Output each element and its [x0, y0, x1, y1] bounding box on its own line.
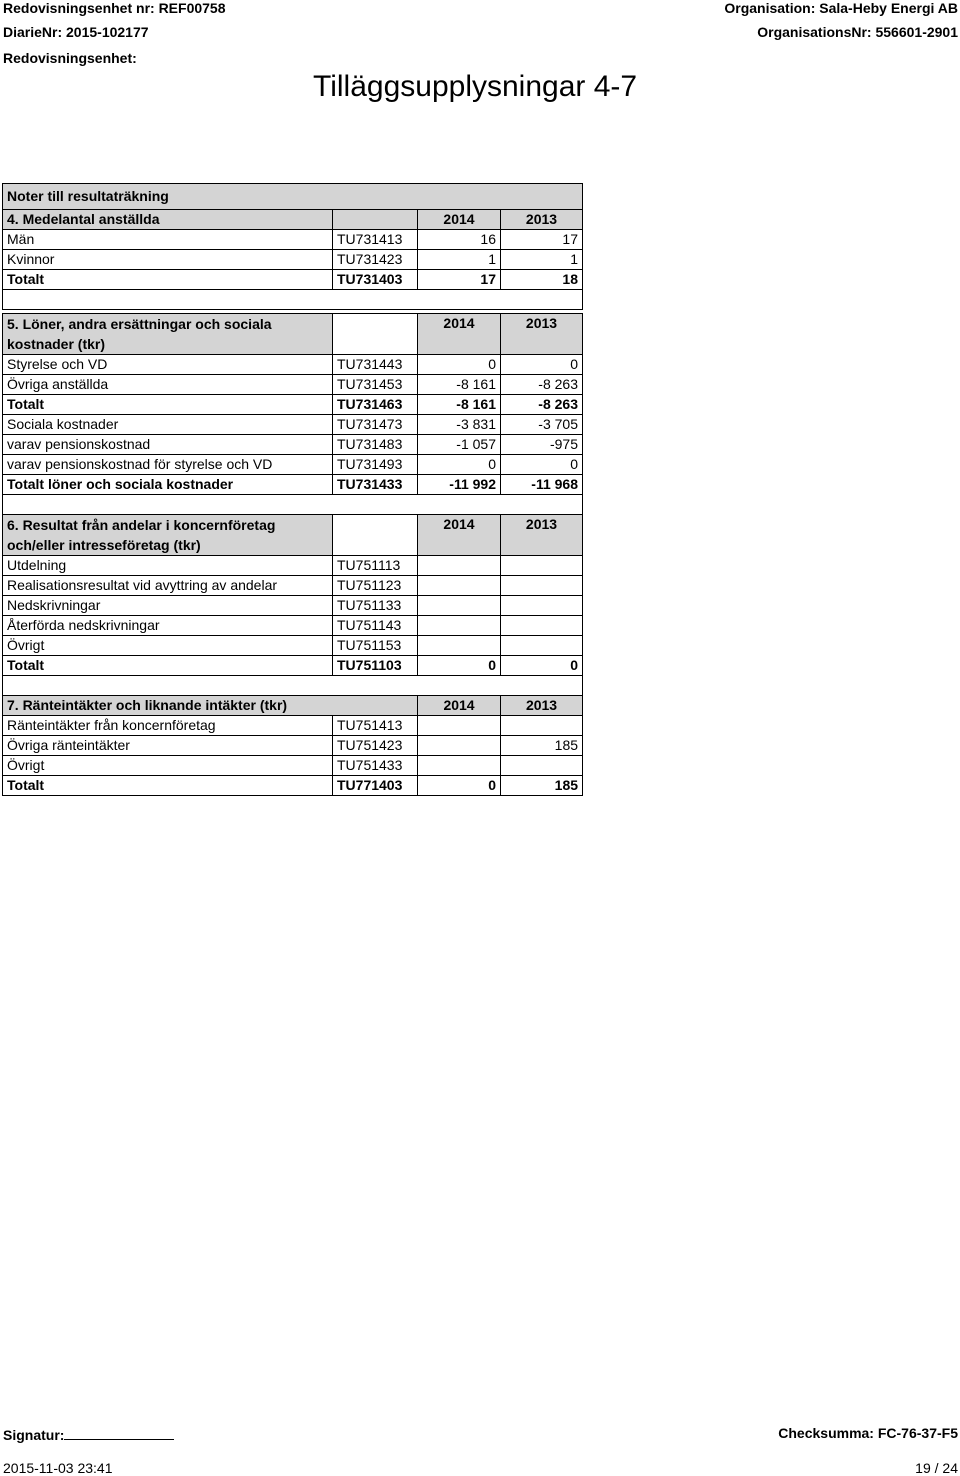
row-value-2013: 185 [501, 776, 583, 796]
row-code: TU731433 [333, 475, 418, 495]
checksum: Checksumma: FC-76-37-F5 [778, 1425, 958, 1441]
row-label: Nedskrivningar [3, 596, 333, 616]
row-value-2014 [418, 756, 501, 776]
row-value-2013 [501, 616, 583, 636]
row-code: TU731483 [333, 435, 418, 455]
table-section-4 [2, 183, 583, 310]
year-2014-header: 2014 [418, 515, 501, 556]
row-label: Män [3, 230, 333, 250]
diarie-number: DiarieNr: 2015-102177 [3, 24, 149, 40]
organisation-number: OrganisationsNr: 556601-2901 [757, 24, 958, 40]
table-row [3, 250, 583, 270]
row-value-2013: -975 [501, 435, 583, 455]
row-value-2013: 0 [501, 656, 583, 676]
row-code: TU751113 [333, 556, 418, 576]
row-value-2013: -8 263 [501, 375, 583, 395]
table-row [3, 576, 583, 596]
row-value-2014 [418, 596, 501, 616]
row-value-2014: 16 [418, 230, 501, 250]
table-row [3, 716, 583, 736]
year-2013-header: 2013 [501, 314, 583, 355]
row-code: TU731463 [333, 395, 418, 415]
row-value-2014: 0 [418, 455, 501, 475]
row-code: TU751133 [333, 596, 418, 616]
row-value-2014: -11 992 [418, 475, 501, 495]
row-label: Sociala kostnader [3, 415, 333, 435]
row-label: Totalt [3, 656, 333, 676]
row-value-2013: -8 263 [501, 395, 583, 415]
row-value-2014: -3 831 [418, 415, 501, 435]
table-row [3, 375, 583, 395]
table-section-5 [2, 313, 583, 515]
section-5-heading-line-1: 5. Löner, andra ersättningar och sociala [7, 316, 272, 332]
table-row [3, 455, 583, 475]
row-label: Återförda nedskrivningar [3, 616, 333, 636]
row-value-2013 [501, 756, 583, 776]
row-label: Kvinnor [3, 250, 333, 270]
row-value-2013 [501, 576, 583, 596]
row-value-2013 [501, 556, 583, 576]
section-6-heading-line-1: 6. Resultat från andelar i koncernföretag [7, 517, 276, 533]
row-code: TU751103 [333, 656, 418, 676]
signature-field [3, 1425, 174, 1443]
row-code: TU731493 [333, 455, 418, 475]
year-2014-header: 2014 [418, 210, 501, 230]
signature-line [64, 1425, 174, 1440]
row-label: Totalt [3, 776, 333, 796]
row-value-2014: 0 [418, 656, 501, 676]
row-value-2014: -1 057 [418, 435, 501, 455]
table-row-total [3, 656, 583, 676]
table-row [3, 435, 583, 455]
row-code: TU751123 [333, 576, 418, 596]
row-code: TU751433 [333, 756, 418, 776]
section-7-heading: 7. Ränteintäkter och liknande intäkter (tkr) [3, 696, 418, 716]
section-4-heading: 4. Medelantal anställda [3, 210, 333, 230]
unit-number: Redovisningsenhet nr: REF00758 [3, 0, 226, 16]
section-6-heading [3, 515, 333, 556]
row-label: Övrigt [3, 756, 333, 776]
row-value-2014: 0 [418, 355, 501, 375]
table-row [3, 616, 583, 636]
section-6-heading-line-2: och/eller intresseföretag (tkr) [7, 537, 201, 553]
row-value-2014: 1 [418, 250, 501, 270]
row-code: TU731453 [333, 375, 418, 395]
year-2014-header: 2014 [418, 314, 501, 355]
row-label: Utdelning [3, 556, 333, 576]
row-value-2013: -11 968 [501, 475, 583, 495]
row-value-2013: 0 [501, 455, 583, 475]
year-2013-header: 2013 [501, 696, 583, 716]
row-label: Styrelse och VD [3, 355, 333, 375]
table-section-7 [2, 695, 583, 796]
row-label: Realisationsresultat vid avyttring av andelar [3, 576, 333, 596]
table-row [3, 596, 583, 616]
row-value-2013: 185 [501, 736, 583, 756]
row-label: Övriga anställda [3, 375, 333, 395]
row-value-2013: 17 [501, 230, 583, 250]
row-value-2013 [501, 636, 583, 656]
year-2013-header: 2013 [501, 515, 583, 556]
row-value-2014: 17 [418, 270, 501, 290]
row-value-2013: 1 [501, 250, 583, 270]
row-value-2014 [418, 576, 501, 596]
table-section-6 [2, 514, 583, 696]
table-row [3, 355, 583, 375]
row-label: Övriga ränteintäkter [3, 736, 333, 756]
row-value-2013 [501, 716, 583, 736]
year-2014-header: 2014 [418, 696, 501, 716]
section-intro: Noter till resultaträkning [3, 184, 583, 210]
timestamp: 2015-11-03 23:41 [3, 1460, 113, 1476]
section-5-heading-line-2: kostnader (tkr) [7, 336, 106, 352]
row-label: Totalt löner och sociala kostnader [3, 475, 333, 495]
row-value-2013 [501, 596, 583, 616]
unit-label: Redovisningsenhet: [3, 50, 137, 66]
row-code: TU771403 [333, 776, 418, 796]
section-5-heading [3, 314, 333, 355]
table-row [3, 756, 583, 776]
table-row-total [3, 270, 583, 290]
table-row [3, 736, 583, 756]
row-label: varav pensionskostnad för styrelse och VD [3, 455, 333, 475]
signature-label: Signatur: [3, 1427, 65, 1443]
row-code: TU751423 [333, 736, 418, 756]
row-value-2014 [418, 736, 501, 756]
row-code: TU731443 [333, 355, 418, 375]
table-row [3, 636, 583, 656]
row-value-2014 [418, 636, 501, 656]
row-code: TU731423 [333, 250, 418, 270]
row-value-2014: -8 161 [418, 395, 501, 415]
row-value-2014 [418, 616, 501, 636]
row-value-2014: 0 [418, 776, 501, 796]
table-row [3, 556, 583, 576]
row-label: Övrigt [3, 636, 333, 656]
row-label: Totalt [3, 270, 333, 290]
table-row [3, 230, 583, 250]
row-code: TU751143 [333, 616, 418, 636]
row-code: TU751413 [333, 716, 418, 736]
row-label: varav pensionskostnad [3, 435, 333, 455]
row-value-2013: 0 [501, 355, 583, 375]
row-value-2013: -3 705 [501, 415, 583, 435]
row-label: Ränteintäkter från koncernföretag [3, 716, 333, 736]
row-value-2014: -8 161 [418, 375, 501, 395]
page-title: Tilläggsupplysningar 4-7 [313, 70, 638, 103]
row-value-2013: 18 [501, 270, 583, 290]
table-row [3, 415, 583, 435]
row-value-2014 [418, 556, 501, 576]
organisation-name: Organisation: Sala-Heby Energi AB [724, 0, 958, 16]
table-row-total [3, 776, 583, 796]
row-label: Totalt [3, 395, 333, 415]
row-code: TU751153 [333, 636, 418, 656]
page-number: 19 / 24 [915, 1460, 958, 1476]
row-code: TU731473 [333, 415, 418, 435]
row-code: TU731413 [333, 230, 418, 250]
row-value-2014 [418, 716, 501, 736]
year-2013-header: 2013 [501, 210, 583, 230]
table-row-total [3, 395, 583, 415]
row-code: TU731403 [333, 270, 418, 290]
table-row-total [3, 475, 583, 495]
